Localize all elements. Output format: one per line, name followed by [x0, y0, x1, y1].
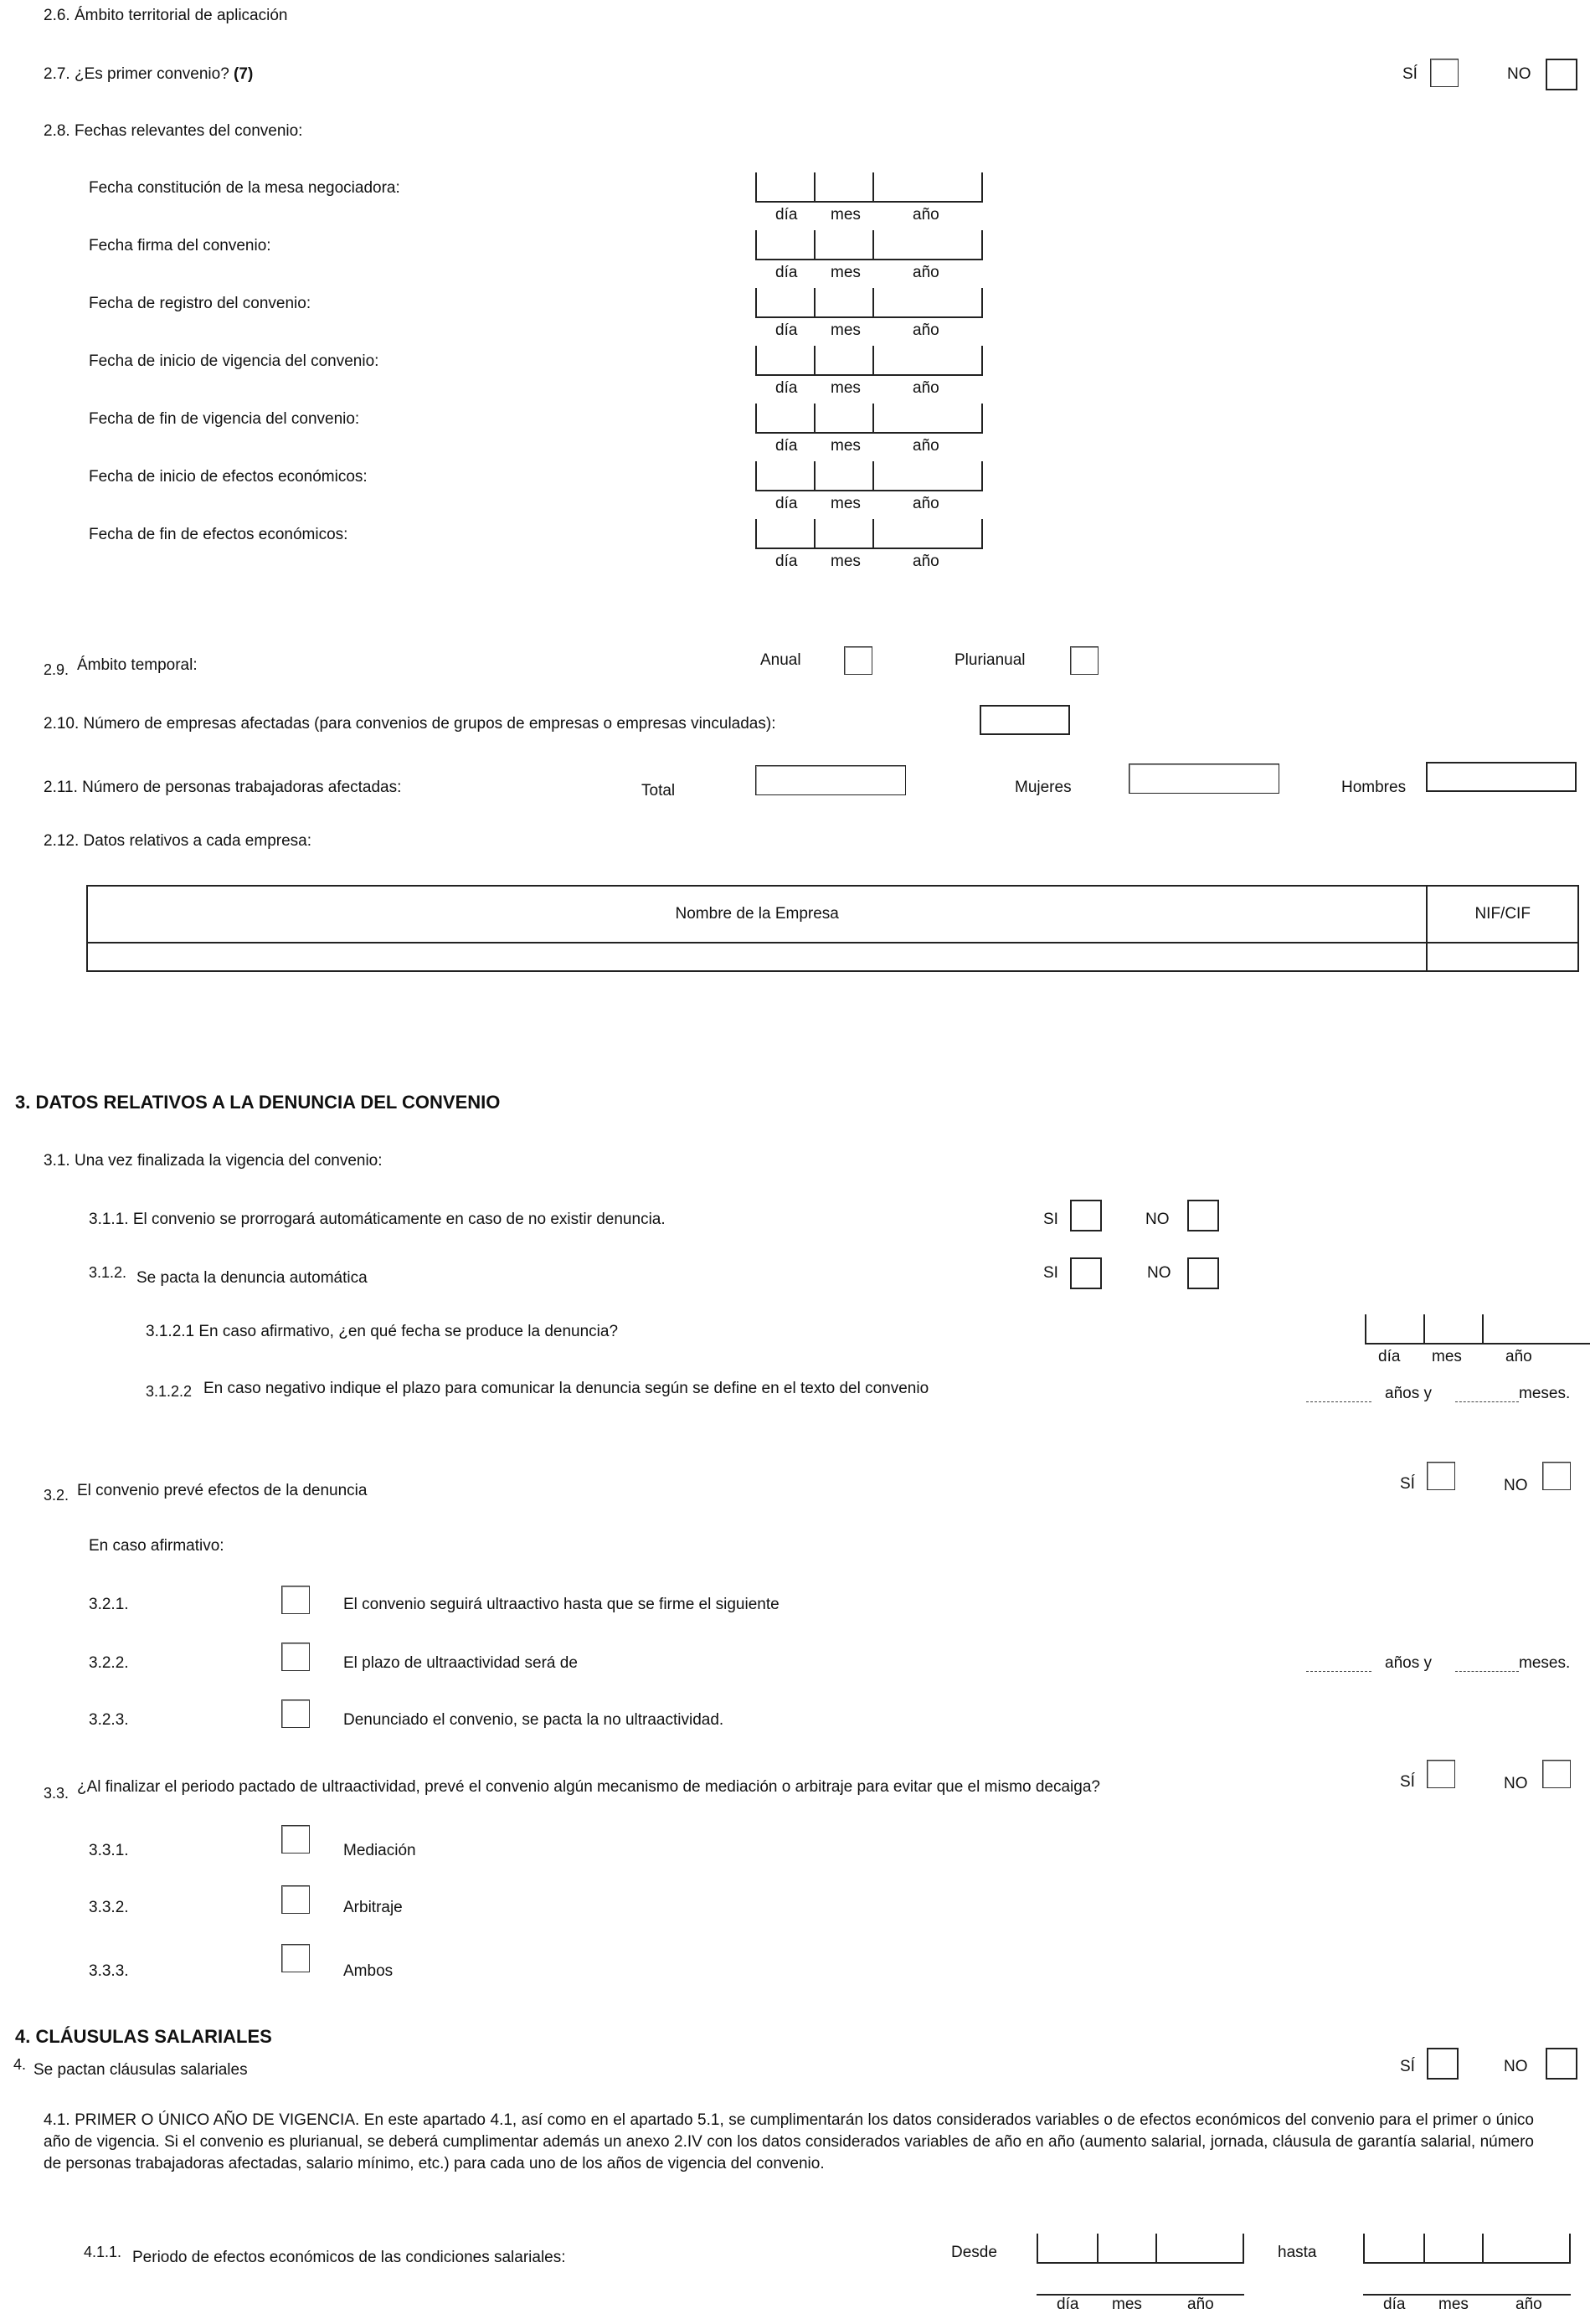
mes-label: mes — [831, 495, 861, 512]
denuncia-automatica-si-checkbox[interactable] — [1070, 1257, 1102, 1289]
desde-label: Desde — [951, 2244, 997, 2261]
ultraactividad-meses-field[interactable] — [1455, 1671, 1519, 1672]
efectos-denuncia-no-checkbox[interactable] — [1542, 1462, 1571, 1490]
item-3-1-2-1-label: 3.1.2.1 En caso afirmativo, ¿en qué fecha se produce la denuncia? — [146, 1323, 619, 1340]
dia-label: día — [1378, 1348, 1401, 1365]
mes-label: mes — [1432, 1348, 1462, 1365]
mediacion-si-checkbox[interactable] — [1427, 1760, 1455, 1788]
date-field[interactable] — [755, 346, 983, 397]
empresas-table — [86, 885, 1579, 972]
option-3-3-1-number: 3.3.1. — [89, 1842, 129, 1859]
option-3-3-2-label: Arbitraje — [343, 1899, 403, 1916]
dia-label: día — [1383, 2296, 1406, 2313]
item-2-6-label: 2.6. Ámbito territorial de aplicación — [44, 7, 288, 24]
no-label: NO — [1504, 2058, 1528, 2075]
mes-label: mes — [831, 437, 861, 455]
anio-label: año — [913, 437, 939, 455]
anio-label: año — [913, 553, 939, 570]
option-3-2-3-number: 3.2.3. — [89, 1711, 129, 1729]
dia-label: día — [775, 264, 798, 281]
date-field[interactable] — [755, 172, 983, 224]
item-4-label: Se pactan cláusulas salariales — [33, 2061, 248, 2079]
anio-label: año — [913, 495, 939, 512]
plazo-anios-field[interactable] — [1306, 1401, 1371, 1402]
empresa-nombre-cell[interactable] — [87, 943, 1427, 971]
si-label: SÍ — [1400, 2058, 1415, 2075]
ultraactividad-anios-field[interactable] — [1306, 1671, 1371, 1672]
hasta-date[interactable] — [1363, 2234, 1571, 2280]
anual-checkbox[interactable] — [844, 646, 872, 675]
si-label: SI — [1043, 1211, 1058, 1228]
prorroga-no-checkbox[interactable] — [1187, 1200, 1219, 1231]
item-3-1-2-2-label: En caso negativo indique el plazo para comunicar la denuncia según se define en el texto del convenio — [203, 1380, 929, 1397]
date-field[interactable] — [755, 461, 983, 512]
item-3-2-label: El convenio prevé efectos de la denuncia — [77, 1482, 368, 1499]
option-3-2-3-label: Denunciado el convenio, se pacta la no ultraactividad. — [343, 1711, 724, 1729]
desde-date[interactable] — [1037, 2234, 1244, 2280]
item-4-1-1-label: Periodo de efectos económicos de las condiciones salariales: — [132, 2249, 566, 2266]
section-3-title: 3. DATOS RELATIVOS A LA DENUNCIA DEL CONVENIO — [15, 1092, 501, 1113]
date-row-label: Fecha constitución de la mesa negociadora: — [89, 179, 400, 197]
date-row-label: Fecha de inicio de vigencia del convenio: — [89, 352, 379, 370]
column-header-nombre: Nombre de la Empresa — [87, 886, 1427, 943]
dia-label: día — [775, 553, 798, 570]
no-label: NO — [1147, 1264, 1171, 1282]
section-4-title: 4. CLÁUSULAS SALARIALES — [15, 2026, 272, 2047]
option-3-2-3-checkbox[interactable] — [281, 1699, 310, 1728]
option-3-3-3-checkbox[interactable] — [281, 1944, 310, 1972]
mes-label: mes — [831, 553, 861, 570]
item-2-10-label: 2.10. Número de empresas afectadas (para convenios de grupos de empresas o empresas vinculadas): — [44, 715, 776, 733]
item-3-1-2-label: Se pacta la denuncia automática — [136, 1269, 368, 1287]
plurianual-label: Plurianual — [955, 651, 1026, 669]
mes-label: mes — [831, 321, 861, 339]
item-3-1-2-2-number: 3.1.2.2 — [146, 1383, 193, 1400]
mes-label: mes — [831, 206, 861, 224]
numero-empresas-field[interactable] — [980, 705, 1070, 735]
option-3-3-3-number: 3.3.3. — [89, 1962, 129, 1980]
fecha-denuncia-date[interactable] — [1365, 1314, 1590, 1365]
item-3-1-label: 3.1. Una vez finalizada la vigencia del convenio: — [44, 1152, 383, 1170]
clausulas-salariales-si-checkbox[interactable] — [1427, 2048, 1459, 2080]
dia-label: día — [1057, 2296, 1079, 2313]
anio-label: año — [1505, 1348, 1532, 1365]
no-label: NO — [1507, 65, 1531, 83]
date-row-label: Fecha de inicio de efectos económicos: — [89, 468, 368, 486]
note-ref: (7) — [234, 65, 254, 83]
option-3-3-1-label: Mediación — [343, 1842, 416, 1859]
section-4-1-paragraph: 4.1. PRIMER O ÚNICO AÑO DE VIGENCIA. En este apartado 4.1, así como en el apartado 5.1, se cumplimentarán los datos considerados variables o de efectos económicos del convenio para el primer o único año de vigencia. Si el convenio es plurianual, se deberá cumplimentar además un anexo 2.IV con los datos considerados variables de año en año (aumento salarial, jornada, cláusula de garantía salarial, número de personas trabajadoras afectadas, salario mínimo, etc.) para cada uno de los años de vigencia del convenio. — [44, 2111, 1534, 2172]
item-2-9-label: Ámbito temporal: — [77, 656, 198, 674]
denuncia-automatica-no-checkbox[interactable] — [1187, 1257, 1219, 1289]
dia-label: día — [775, 437, 798, 455]
mediacion-no-checkbox[interactable] — [1542, 1760, 1571, 1788]
dia-label: día — [775, 495, 798, 512]
option-3-3-1-checkbox[interactable] — [281, 1825, 310, 1854]
hombres-field[interactable] — [1426, 762, 1577, 792]
option-3-2-2-checkbox[interactable] — [281, 1643, 310, 1671]
anio-label: año — [913, 264, 939, 281]
table-header-row — [87, 886, 1578, 943]
total-label: Total — [641, 782, 676, 800]
efectos-denuncia-si-checkbox[interactable] — [1427, 1462, 1455, 1490]
meses-label: meses. — [1519, 1385, 1571, 1402]
anio-label: año — [913, 206, 939, 224]
option-3-2-1-number: 3.2.1. — [89, 1596, 129, 1613]
no-label: NO — [1504, 1775, 1528, 1792]
anio-label: año — [913, 321, 939, 339]
primer-convenio-si-checkbox[interactable] — [1430, 59, 1459, 87]
meses-label: meses. — [1519, 1654, 1571, 1672]
date-field[interactable] — [755, 288, 983, 339]
mes-label: mes — [1112, 2296, 1142, 2313]
no-label: NO — [1145, 1211, 1170, 1228]
date-field[interactable] — [755, 519, 983, 570]
option-3-2-1-label: El convenio seguirá ultraactivo hasta que se firme el siguiente — [343, 1596, 780, 1613]
item-3-2-number: 3.2. — [44, 1487, 69, 1504]
option-3-2-2-number: 3.2.2. — [89, 1654, 129, 1672]
anio-label: año — [913, 379, 939, 397]
si-label: SI — [1043, 1264, 1058, 1282]
item-3-3-number: 3.3. — [44, 1785, 69, 1802]
dia-label: día — [775, 206, 798, 224]
plazo-meses-field[interactable] — [1455, 1401, 1519, 1402]
no-label: NO — [1504, 1477, 1528, 1494]
item-2-11-label: 2.11. Número de personas trabajadoras afectadas: — [44, 779, 402, 796]
total-trabajadores-field[interactable] — [755, 765, 906, 795]
empresa-nif-cell[interactable] — [1427, 943, 1578, 971]
clausulas-salariales-no-checkbox[interactable] — [1546, 2048, 1577, 2080]
hasta-label: hasta — [1278, 2244, 1317, 2261]
option-3-3-3-label: Ambos — [343, 1962, 394, 1980]
mes-label: mes — [1438, 2296, 1469, 2313]
date-row-label: Fecha de fin de vigencia del convenio: — [89, 410, 360, 428]
item-2-8-label: 2.8. Fechas relevantes del convenio: — [44, 122, 303, 140]
item-2-9-number: 2.9. — [44, 661, 69, 678]
option-3-2-1-checkbox[interactable] — [281, 1586, 310, 1614]
mujeres-field[interactable] — [1129, 764, 1279, 794]
mujeres-label: Mujeres — [1015, 779, 1072, 796]
mes-label: mes — [831, 379, 861, 397]
si-label: SÍ — [1402, 65, 1418, 83]
item-2-7-label: 2.7. ¿Es primer convenio? (7) — [44, 65, 254, 83]
mes-label: mes — [831, 264, 861, 281]
item-2-12-label: 2.12. Datos relativos a cada empresa: — [44, 832, 312, 850]
anual-label: Anual — [760, 651, 801, 669]
anio-label: año — [1515, 2296, 1542, 2313]
dia-label: día — [775, 379, 798, 397]
column-header-nif: NIF/CIF — [1427, 886, 1578, 943]
si-label: SÍ — [1400, 1475, 1415, 1493]
anios-y-label: años y — [1385, 1385, 1432, 1402]
hombres-label: Hombres — [1341, 779, 1407, 796]
date-row-label: Fecha de registro del convenio: — [89, 295, 311, 312]
prorroga-si-checkbox[interactable] — [1070, 1200, 1102, 1231]
date-field[interactable] — [755, 230, 983, 281]
item-3-3-label: ¿Al finalizar el periodo pactado de ultraactividad, prevé el convenio algún mecanismo de mediación o arbitraje para evitar que el mismo decaiga? — [77, 1778, 1100, 1796]
primer-convenio-no-checkbox[interactable] — [1546, 59, 1577, 90]
option-3-3-2-number: 3.3.2. — [89, 1899, 129, 1916]
anios-y-label: años y — [1385, 1654, 1432, 1672]
item-3-1-1-label: 3.1.1. El convenio se prorrogará automáticamente en caso de no existir denuncia. — [89, 1211, 666, 1228]
plurianual-checkbox[interactable] — [1070, 646, 1099, 675]
date-row-label: Fecha firma del convenio: — [89, 237, 271, 255]
option-3-3-2-checkbox[interactable] — [281, 1885, 310, 1914]
si-label: SÍ — [1400, 1773, 1415, 1791]
item-3-1-2-number: 3.1.2. — [89, 1264, 127, 1281]
item-4-1-1-number: 4.1.1. — [84, 2244, 122, 2260]
en-caso-afirmativo-label: En caso afirmativo: — [89, 1537, 224, 1555]
date-row-label: Fecha de fin de efectos económicos: — [89, 526, 348, 543]
anio-label: año — [1187, 2296, 1214, 2313]
item-4-number: 4. — [13, 2056, 27, 2073]
option-3-2-2-label: El plazo de ultraactividad será de — [343, 1654, 578, 1672]
date-field[interactable] — [755, 404, 983, 455]
table-row — [87, 943, 1578, 971]
dia-label: día — [775, 321, 798, 339]
